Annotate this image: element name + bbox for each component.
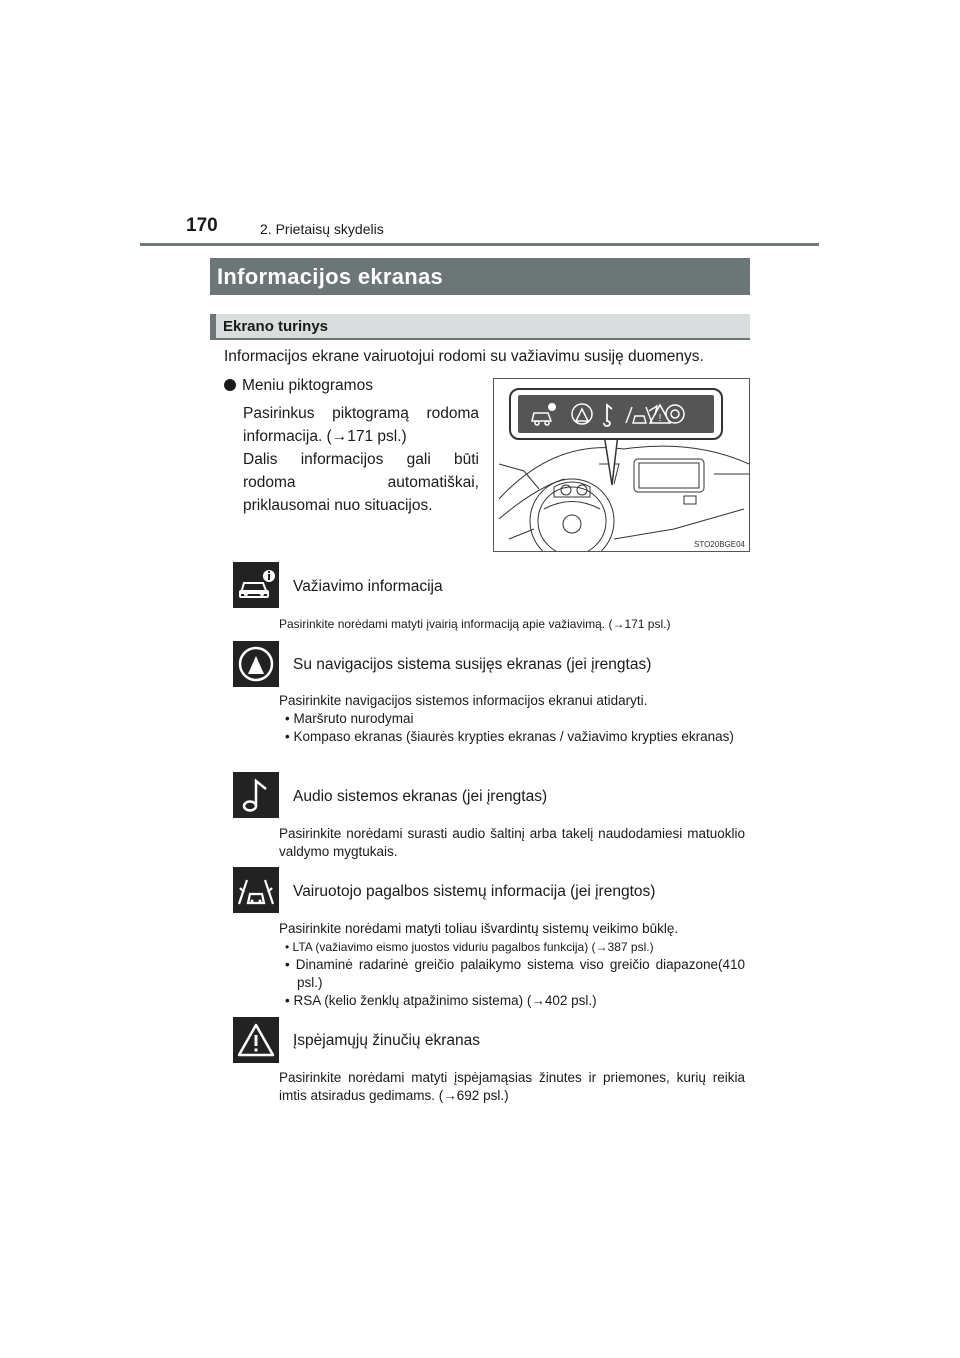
music-note-icon (233, 772, 279, 818)
entry-5-desc (279, 1069, 745, 1105)
entry-4-item-2: • Dinaminė radarinė greičio palaikymo sistema viso greičio diapazone(410 psl.) (285, 957, 745, 990)
entry-3-title: Audio sistemos ekranas (jei įrengtas) (293, 788, 548, 805)
entry-2-desc (279, 692, 745, 746)
entry-4-item-3: • RSA (kelio ženklų atpažinimo sistema) (→402 psl.) (285, 993, 597, 1008)
car-info-icon (233, 562, 279, 608)
entry-3-desc (279, 825, 745, 861)
entry-2-item-1: • Maršruto nurodymai (285, 711, 414, 726)
entry-4-desc-text: Pasirinkite norėdami matyti toliau išvardintų sistemų veikimo būklę. (279, 921, 679, 936)
entry-2-title: Su navigacijos sistema susijęs ekranas (jei įrengtas) (293, 656, 652, 673)
entry-2-item-2: • Kompaso ekranas (šiaurės krypties ekranas / važiavimo krypties ekranas) (285, 729, 734, 744)
entry-3-desc-text: Pasirinkite norėdami surasti audio šaltinį arba takelį naudodamiesi matuoklio valdymo mygtukais. (279, 826, 745, 859)
entry-4-desc (279, 920, 745, 1010)
navigation-icon (233, 641, 279, 687)
intro-text: Informacijos ekrane vairuotojui rodomi su važiavimu susiję duomenys. (224, 348, 704, 365)
svg-text:!: ! (658, 413, 662, 424)
entry-1-desc-text: Pasirinkite norėdami matyti įvairią informaciją apie važiavimą. (→171 psl.) (279, 617, 671, 631)
menu-desc-1: Pasirinkus piktogramą rodoma informacija. (→171 psl.) (243, 405, 479, 445)
entry-4-title: Vairuotojo pagalbos sistemų informacija (jei įrengtos) (293, 883, 656, 900)
warning-icon (233, 1017, 279, 1063)
bullet-dot (224, 379, 236, 391)
dashboard-illustration (493, 378, 750, 552)
chapter-title: 2. Prietaisų skydelis (260, 221, 384, 237)
entry-5-title: Įspėjamųjų žinučių ekranas (293, 1032, 480, 1049)
section-subtitle-text: Ekrano turinys (223, 318, 329, 335)
entry-1-title: Važiavimo informacija (293, 578, 443, 595)
menu-description (243, 402, 479, 517)
entry-4-item-1: • LTA (važiavimo eismo juostos viduriu pagalbos funkcija) (→387 psl.) (285, 940, 654, 954)
driver-assist-icon (233, 867, 279, 913)
menu-bullet (224, 377, 373, 395)
section-subtitle (210, 314, 750, 340)
header-rule (140, 243, 819, 246)
menu-bullet-label: Meniu piktogramos (242, 377, 373, 394)
section-title: Informacijos ekranas (210, 258, 750, 295)
dashboard-drawing (494, 379, 750, 552)
entry-2-desc-text: Pasirinkite navigacijos sistemos informacijos ekranui atidaryti. (279, 693, 648, 708)
entry-1-desc (279, 615, 745, 633)
menu-desc-2: Dalis informacijos gali būti rodoma automatiškai, priklausomai nuo situacijos. (243, 451, 479, 514)
entry-5-desc-text: Pasirinkite norėdami matyti įspėjamąsias žinutes ir priemones, kurių reikia imtis atsiradus gedimams. (→692 psl.) (279, 1070, 745, 1103)
figure-code: STO20BGE04 (694, 540, 745, 549)
page-number: 170 (186, 215, 218, 236)
